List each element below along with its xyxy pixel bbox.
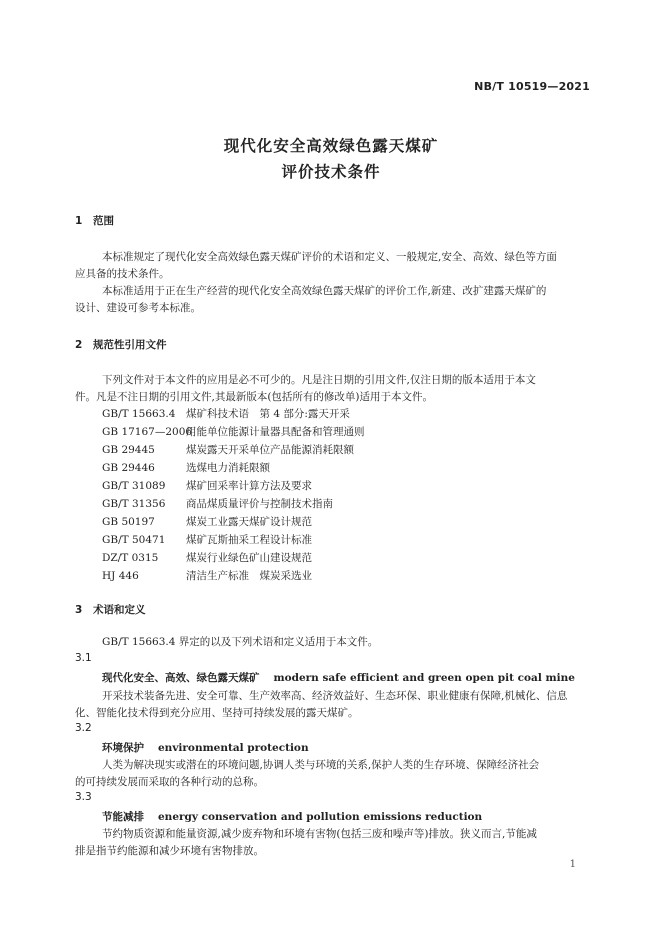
reference-code: GB/T 31089 — [102, 480, 166, 492]
references-intro-line2: 件。凡是不注日期的引用文件,其最新版本(包括所有的修改单)适用于本文件。 — [75, 391, 434, 403]
term-definition-line2: 化、智能化技术得到充分应用、坚持可持续发展的露天煤矿。 — [75, 707, 359, 719]
scope-paragraph-1-line1: 本标准规定了现代化安全高效绿色露天煤矿评价的术语和定义、一般规定,安全、高效、绿色等方面 — [102, 251, 557, 263]
reference-item — [102, 460, 270, 475]
term-english: energy conservation and pollution emissions reduction — [158, 811, 483, 823]
reference-title: 用能单位能源计量器具配备和管理通则 — [186, 426, 365, 438]
term-chinese: 环境保护 — [102, 742, 144, 754]
reference-item — [102, 478, 312, 493]
section-title: 规范性引用文件 — [93, 339, 167, 351]
reference-item — [102, 424, 365, 439]
term-id: 3.2 — [75, 722, 92, 734]
term-definition-line1: 开采技术装备先进、安全可靠、生产效率高、经济效益好、生态环保、职业健康有保障,机械化、信息 — [102, 690, 568, 702]
section-number: 2 — [75, 339, 83, 351]
document-title-line1: 现代化安全高效绿色露天煤矿 — [223, 137, 439, 155]
section-heading-scope — [75, 213, 114, 228]
section-heading-normative-references — [75, 337, 167, 352]
term-definition-line1: 节约物质资源和能量资源,减少废弃物和环境有害物(包括三废和噪声等)排放。狭义而言,节能减 — [102, 828, 537, 840]
reference-code: GB/T 50471 — [102, 534, 166, 546]
reference-item — [102, 406, 350, 421]
document-title-line2: 评价技术条件 — [281, 163, 381, 181]
reference-title: 煤炭行业绿色矿山建设规范 — [186, 552, 312, 564]
term-definition-line2: 的可持续发展而采取的各种行动的总称。 — [75, 776, 264, 788]
term-english: environmental protection — [158, 742, 309, 754]
term-definition-line1: 人类为解决现实或潜在的环境问题,协调人类与环境的关系,保护人类的生存环境、保障经济社会 — [102, 759, 540, 771]
term-heading — [102, 740, 309, 756]
scope-paragraph-2-line2: 设计、建设可参考本标准。 — [75, 302, 201, 314]
reference-code: GB/T 15663.4 — [102, 408, 176, 420]
reference-title: 煤炭工业露天煤矿设计规范 — [186, 516, 312, 528]
reference-code: HJ 446 — [102, 570, 139, 582]
standard-code: NB/T 10519—2021 — [474, 80, 590, 93]
term-definition-line2: 排是指节约能源和减少环境有害物排放。 — [75, 845, 264, 857]
reference-code: GB 50197 — [102, 516, 155, 528]
references-intro-line1: 下列文件对于本文件的应用是必不可少的。凡是注日期的引用文件,仅注日期的版本适用于本文 — [102, 374, 536, 386]
page-number: 1 — [569, 859, 576, 870]
section-number: 1 — [75, 215, 83, 227]
reference-code: DZ/T 0315 — [102, 552, 159, 564]
term-id: 3.3 — [75, 791, 92, 803]
reference-code: GB/T 31356 — [102, 498, 166, 510]
reference-title: 煤炭露天开采单位产品能源消耗限额 — [186, 444, 354, 456]
reference-code: GB 17167—2006 — [102, 426, 193, 438]
section-title: 术语和定义 — [93, 604, 146, 616]
section-heading-terms-and-definitions — [75, 602, 146, 617]
reference-title: 煤矿瓦斯抽采工程设计标准 — [186, 534, 312, 546]
term-heading — [102, 670, 575, 686]
term-chinese: 节能减排 — [102, 811, 144, 823]
reference-item — [102, 532, 312, 547]
term-heading — [102, 809, 482, 825]
section-number: 3 — [75, 604, 83, 616]
term-chinese: 现代化安全、高效、绿色露天煤矿 — [102, 672, 260, 684]
reference-item — [102, 442, 354, 457]
scope-paragraph-2-line1: 本标准适用于正在生产经营的现代化安全高效绿色露天煤矿的评价工作,新建、改扩建露天煤矿的 — [102, 285, 547, 297]
reference-item — [102, 568, 312, 583]
reference-code: GB 29445 — [102, 444, 155, 456]
term-english: modern safe efficient and green open pit coal mine — [273, 672, 575, 684]
reference-title: 煤矿回采率计算方法及要求 — [186, 480, 312, 492]
term-id: 3.1 — [75, 652, 92, 664]
reference-title: 煤矿科技术语 第 4 部分:露天开采 — [186, 408, 350, 420]
reference-code: GB 29446 — [102, 462, 155, 474]
terms-intro: GB/T 15663.4 界定的以及下列术语和定义适用于本文件。 — [102, 636, 379, 648]
reference-title: 商品煤质量评价与控制技术指南 — [186, 498, 333, 510]
reference-item — [102, 550, 312, 565]
reference-item — [102, 496, 333, 511]
scope-paragraph-1-line2: 应具备的技术条件。 — [75, 268, 170, 280]
reference-item — [102, 514, 312, 529]
section-title: 范围 — [93, 215, 114, 227]
reference-title: 清洁生产标准 煤炭采选业 — [186, 570, 312, 582]
reference-title: 选煤电力消耗限额 — [186, 462, 270, 474]
